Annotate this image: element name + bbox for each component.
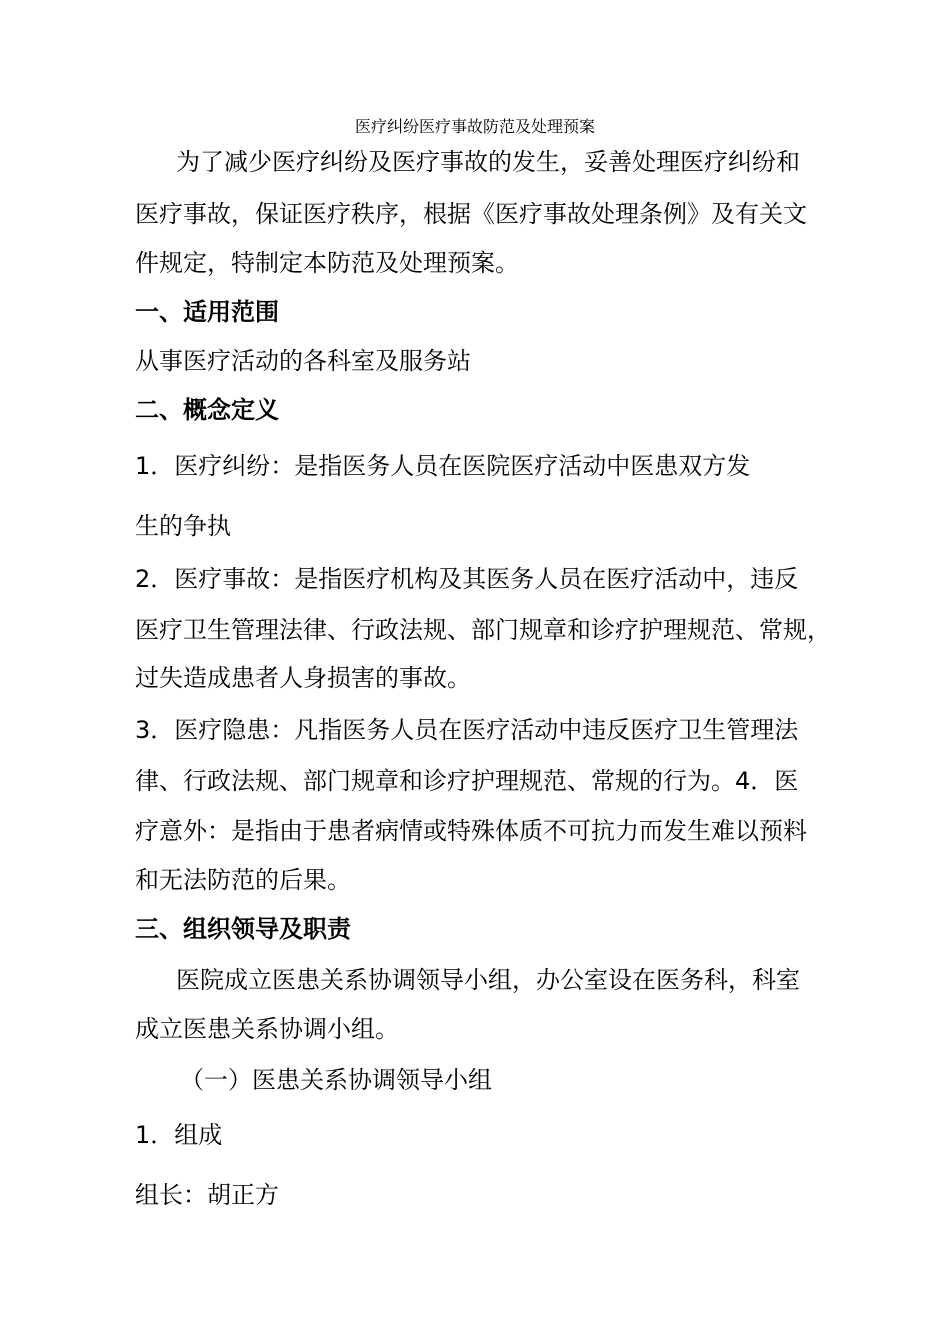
intro-line-1: 为了减少医疗纠纷及医疗事故的发生，妥善处理医疗纠纷和 <box>176 148 800 176</box>
section-1-heading: 一、适用范围 <box>135 298 279 326</box>
definition-3-line-3: 疗意外：是指由于患者病情或特殊体质不可抗力而发生难以预料 <box>135 817 807 845</box>
group-leader: 组长：胡正方 <box>135 1181 279 1209</box>
definition-3-line-1: 3．医疗隐患：凡指医务人员在医疗活动中违反医疗卫生管理法 <box>135 716 799 744</box>
section-3-para-line-1: 医院成立医患关系协调领导小组，办公室设在医务科，科室 <box>176 966 800 994</box>
definition-3-line-4: 和无法防范的后果。 <box>135 866 351 894</box>
intro-line-3: 件规定，特制定本防范及处理预案。 <box>135 249 519 277</box>
definition-1-line-1: 1．医疗纠纷：是指医务人员在医院医疗活动中医患双方发 <box>135 452 751 480</box>
definition-2-line-2: 医疗卫生管理法律、行政法规、部门规章和诊疗护理规范、常规， <box>135 616 831 644</box>
page-title: 医疗纠纷医疗事故防范及处理预案 <box>354 117 595 136</box>
definition-2-line-1: 2．医疗事故：是指医疗机构及其医务人员在医疗活动中，违反 <box>135 565 799 593</box>
definition-2-line-3: 过失造成患者人身损害的事故。 <box>135 664 471 692</box>
section-3-para-line-2: 成立医患关系协调小组。 <box>135 1015 399 1043</box>
item-composition: 1．组成 <box>135 1121 223 1149</box>
section-2-heading: 二、概念定义 <box>135 396 279 424</box>
section-1-text: 从事医疗活动的各科室及服务站 <box>135 347 471 375</box>
intro-line-2: 医疗事故，保证医疗秩序，根据《医疗事故处理条例》及有关文 <box>135 200 807 228</box>
subheading-leadership-group: （一）医患关系协调领导小组 <box>180 1066 492 1094</box>
definition-3-line-2: 律、行政法规、部门规章和诊疗护理规范、常规的行为。4．医 <box>135 767 799 795</box>
section-3-heading: 三、组织领导及职责 <box>135 915 351 943</box>
definition-1-line-2: 生的争执 <box>135 512 231 540</box>
